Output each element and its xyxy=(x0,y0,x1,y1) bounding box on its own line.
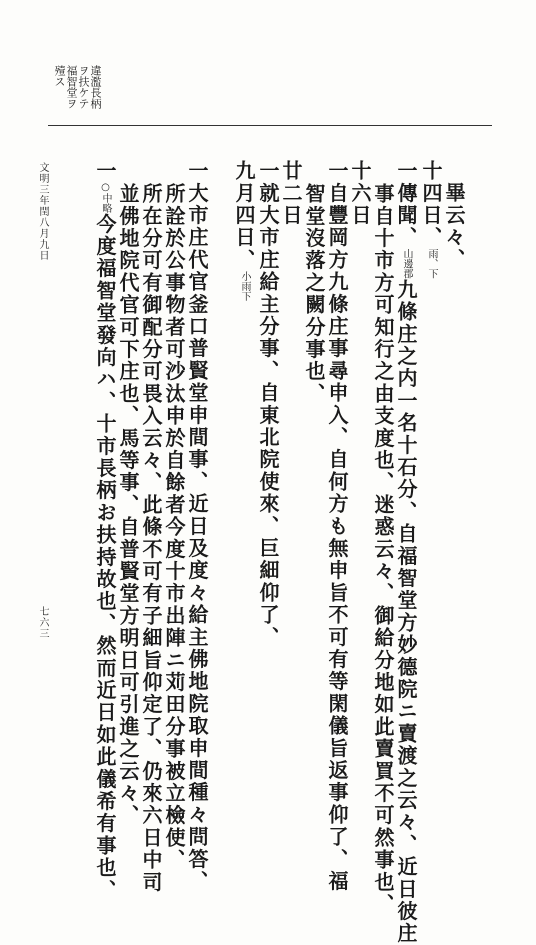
header-note-line1: 違濫長柄 xyxy=(89,65,102,109)
date-september-fourth: 九月四日、 xyxy=(232,160,256,271)
column-15-main: 今度福智堂發向ハ、十市長柄お扶持故也、然而近日如此儀希有事也、 xyxy=(93,213,117,902)
header-note-line3: 福智堂ヲ xyxy=(65,65,78,109)
text-column-13: 所在分可有御配分可畏入云々、此條不可有子細旨仰定了、仍來六日中司 xyxy=(139,183,163,894)
column-3-main: 九條庄之内一名十石分、自福智堂方妙德院ニ賣渡之云々、近日彼庄 xyxy=(394,278,418,945)
text-column-4: 事自十市方可知行之由支度也、迷惑云々、御給分地如此賣買不可然事也、 xyxy=(371,183,395,916)
date-fourteenth: 十四日、 xyxy=(419,160,443,249)
text-column-8: 廿二日 xyxy=(279,160,303,227)
omission-note: ○中 xyxy=(100,182,111,204)
page-number: 七六三 xyxy=(37,606,48,639)
text-column-5: 十六日 xyxy=(348,160,372,227)
text-column-10 xyxy=(234,160,254,301)
text-column-11: 一大市庄代官釜口普賢堂申間事、近日及度々給主佛地院取申間種々問答、 xyxy=(185,160,209,893)
text-column-3 xyxy=(396,160,416,945)
running-head: 文明三年閏八月九日 xyxy=(37,162,48,261)
header-note-line4: 殪ス xyxy=(53,65,66,87)
text-column-12: 所詮於公事物者可沙汰申於自餘者今度十市出陣ニ苅田分事被立檢使、 xyxy=(162,183,186,872)
light-rain-note: 小雨 xyxy=(239,271,250,291)
text-column-7: 智堂沒落之闕分事也、 xyxy=(302,183,326,405)
text-column-9: 一就大市庄給主分事、自東北院使來、巨細仰了、 xyxy=(256,160,280,649)
header-rule xyxy=(48,125,492,126)
lower-note: 下 xyxy=(239,291,250,301)
text-column-14: 並佛地院代官可下庄也、馬等事、自普賢堂方明日可引進之云々、 xyxy=(116,183,140,827)
weather-note: 雨、下 xyxy=(426,248,437,279)
column-3-start: 一傳聞、 xyxy=(394,160,418,249)
text-column-15 xyxy=(95,160,115,901)
text-column-2 xyxy=(421,160,441,279)
column-15-mark: 一 xyxy=(93,160,117,183)
place-note: 山邊郡 xyxy=(401,248,412,279)
text-column-1: 畢云々、 xyxy=(442,182,466,271)
text-column-6: 一自豐岡方九條庄事尋申入、自何方も無申旨不可有等閑儀旨返事仰了、福 xyxy=(325,160,349,893)
header-note-line2: ヲ扶ケテ xyxy=(77,65,90,109)
omission-note-tail: 略 xyxy=(100,203,111,214)
